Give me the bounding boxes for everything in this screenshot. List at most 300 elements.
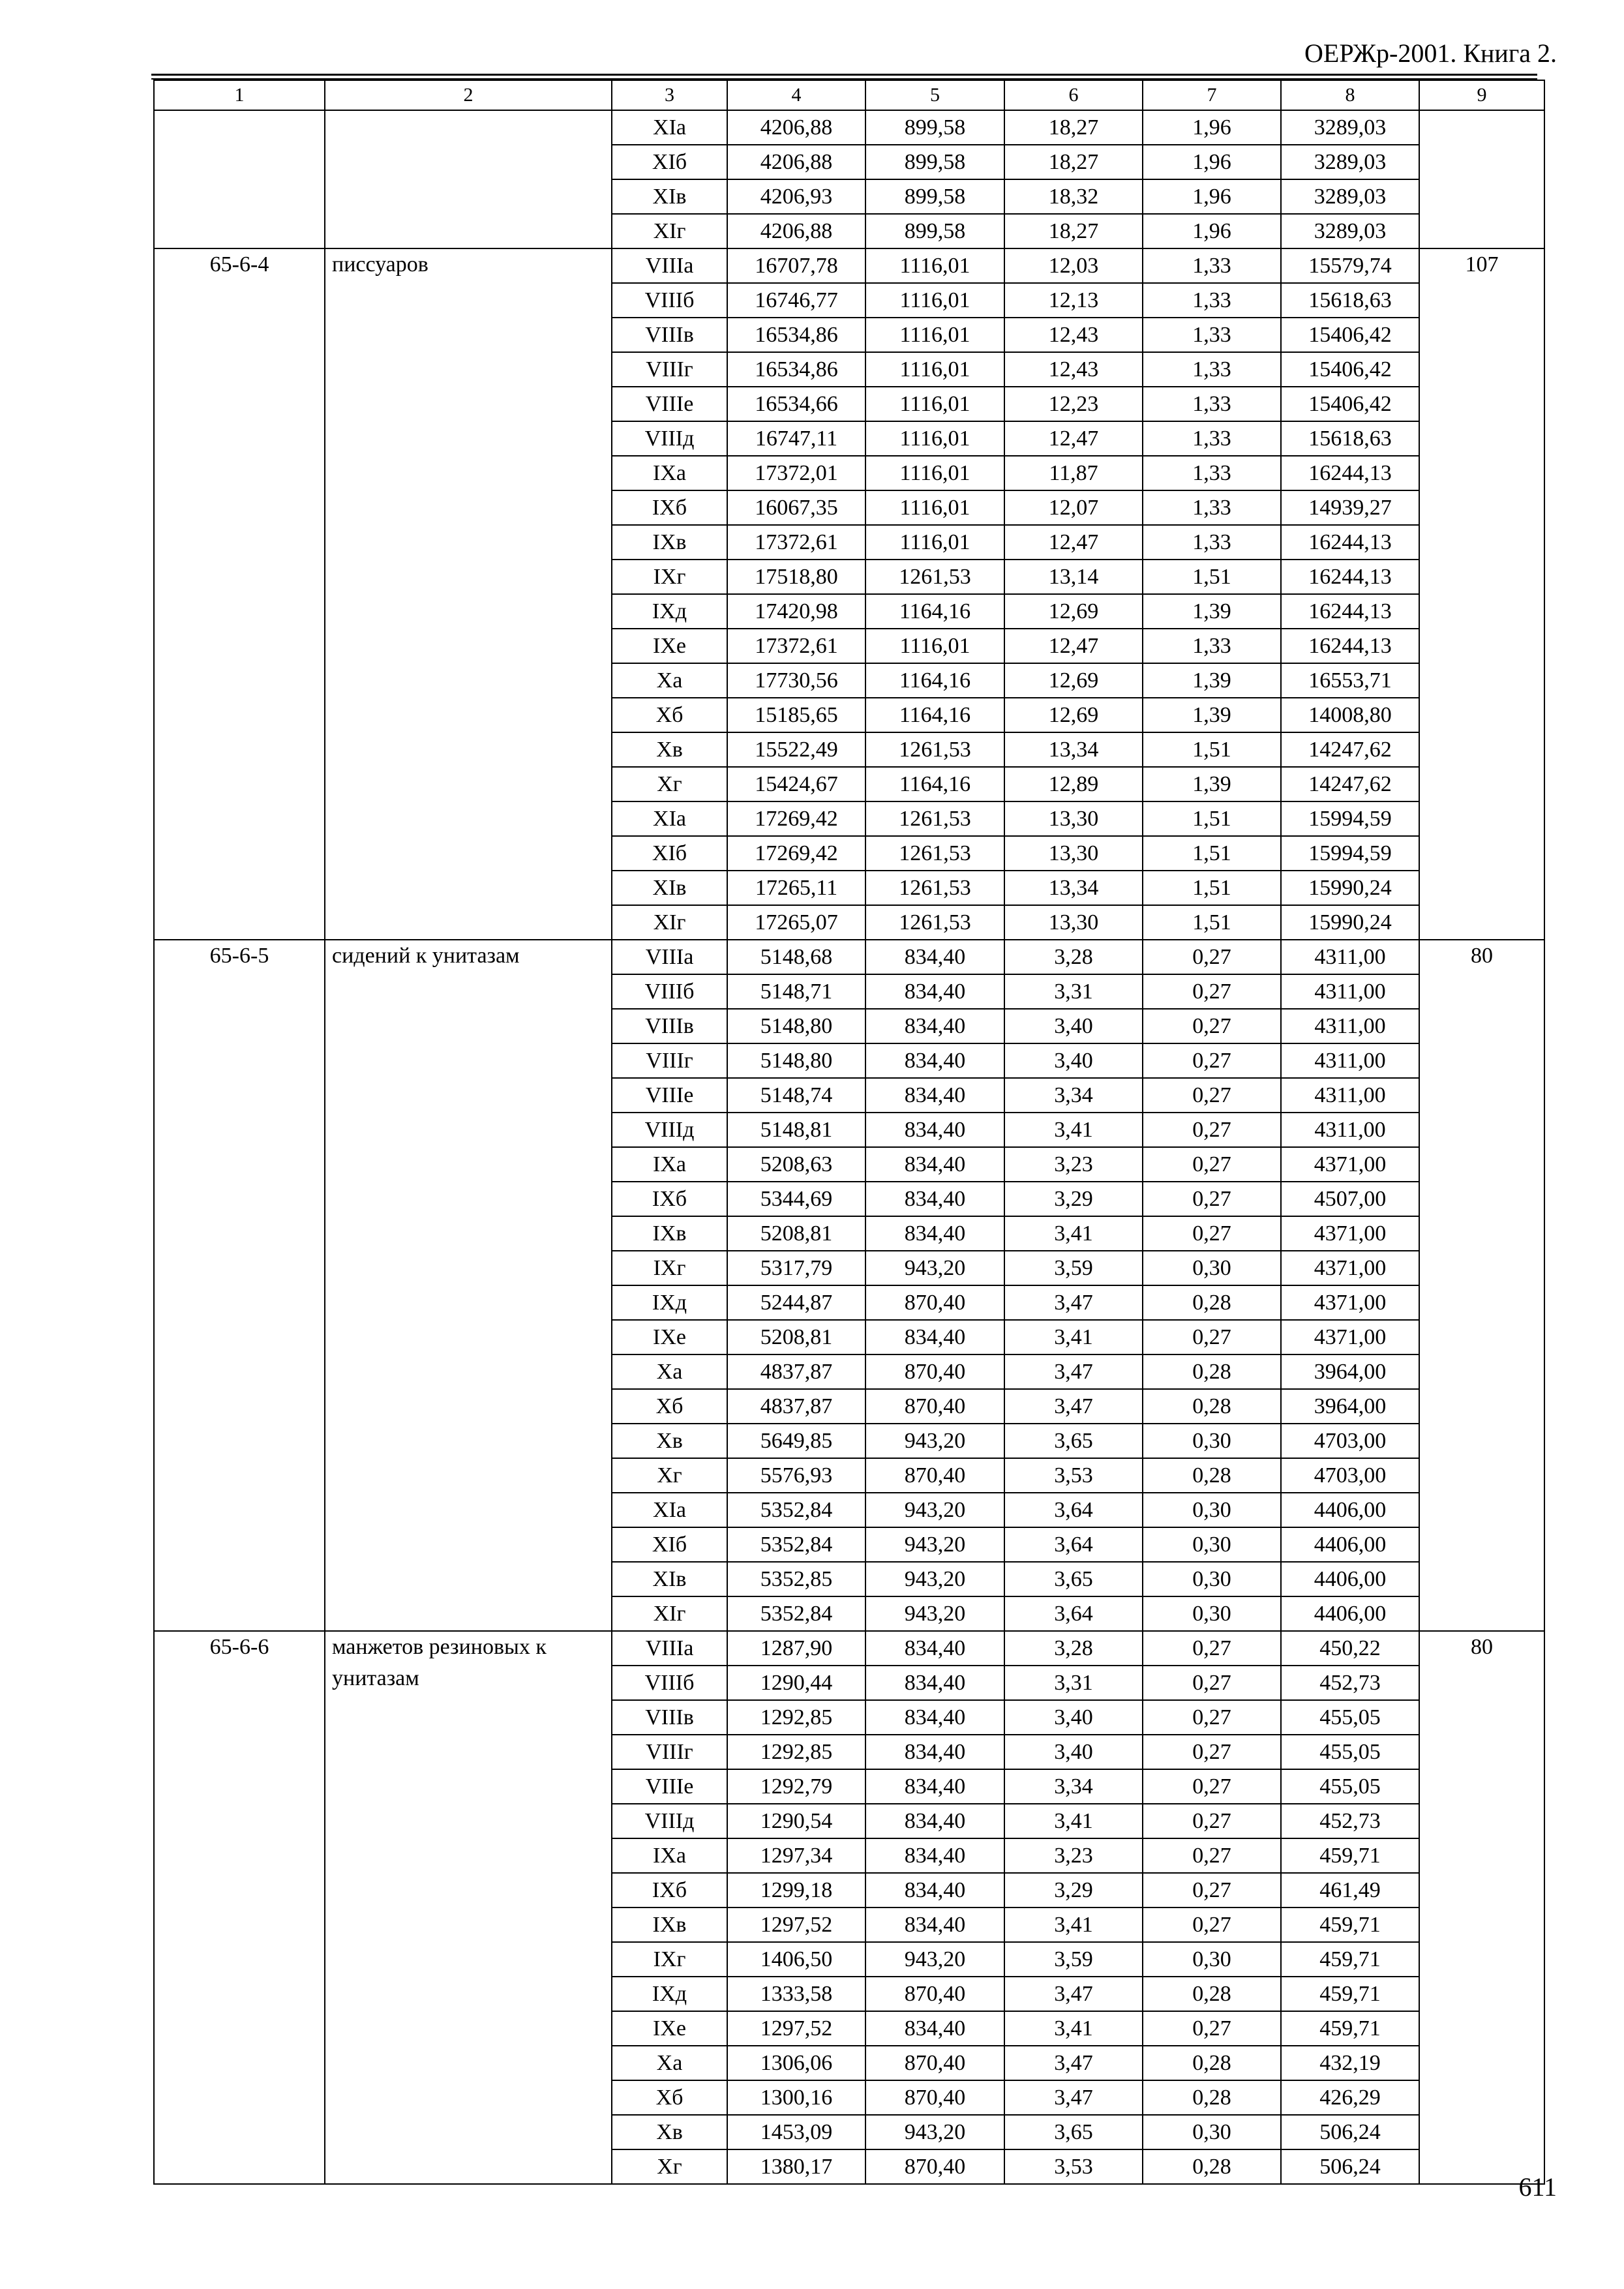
zone-cell: IXг <box>612 1942 727 1977</box>
value-cell: 15406,42 <box>1281 318 1419 352</box>
value-cell: 4206,88 <box>727 214 865 248</box>
value-cell: 834,40 <box>865 1147 1004 1182</box>
zone-cell: IXа <box>612 1838 727 1873</box>
table-body <box>154 110 1544 2184</box>
value-cell: 0,28 <box>1143 1389 1281 1424</box>
value-cell: 4311,00 <box>1281 1043 1419 1078</box>
value-cell: 1164,16 <box>865 594 1004 629</box>
value-cell: 3,47 <box>1004 1285 1143 1320</box>
zone-cell: VIIIв <box>612 1700 727 1735</box>
value-cell: 834,40 <box>865 1043 1004 1078</box>
value-cell: 1116,01 <box>865 387 1004 421</box>
value-cell: 1116,01 <box>865 318 1004 352</box>
value-cell: 3289,03 <box>1281 214 1419 248</box>
value-cell: 870,40 <box>865 2046 1004 2080</box>
value-cell: 12,47 <box>1004 629 1143 663</box>
value-cell: 899,58 <box>865 145 1004 179</box>
zone-cell: XIв <box>612 179 727 214</box>
value-cell: 1,96 <box>1143 214 1281 248</box>
value-cell: 0,28 <box>1143 1458 1281 1493</box>
value-cell: 0,27 <box>1143 1147 1281 1182</box>
value-cell: 3,53 <box>1004 2149 1143 2184</box>
value-cell: 1,39 <box>1143 767 1281 801</box>
value-cell: 3,41 <box>1004 1216 1143 1251</box>
value-cell: 1,51 <box>1143 905 1281 940</box>
value-cell: 870,40 <box>865 1354 1004 1389</box>
value-cell: 834,40 <box>865 1009 1004 1043</box>
value-cell: 1,33 <box>1143 421 1281 456</box>
value-cell: 5148,81 <box>727 1113 865 1147</box>
zone-cell: VIIIа <box>612 1631 727 1666</box>
value-cell: 943,20 <box>865 1527 1004 1562</box>
column-number: 8 <box>1281 80 1419 110</box>
value-cell: 1,39 <box>1143 698 1281 732</box>
value-cell: 943,20 <box>865 1424 1004 1458</box>
value-cell: 4406,00 <box>1281 1493 1419 1527</box>
value-cell: 834,40 <box>865 1113 1004 1147</box>
zone-cell: VIIIб <box>612 1666 727 1700</box>
zone-cell: VIIIг <box>612 1735 727 1769</box>
table-row <box>154 248 1544 283</box>
value-cell: 834,40 <box>865 1908 1004 1942</box>
value-cell: 14247,62 <box>1281 732 1419 767</box>
value-cell: 1261,53 <box>865 836 1004 871</box>
zone-cell: XIг <box>612 1596 727 1631</box>
zone-cell: IXв <box>612 525 727 560</box>
value-cell: 3,41 <box>1004 1320 1143 1354</box>
value-cell: 4371,00 <box>1281 1285 1419 1320</box>
zone-cell: Xв <box>612 2115 727 2149</box>
value-cell: 16534,86 <box>727 352 865 387</box>
value-cell: 4371,00 <box>1281 1216 1419 1251</box>
value-cell: 459,71 <box>1281 1977 1419 2011</box>
value-cell: 4837,87 <box>727 1354 865 1389</box>
value-cell: 1164,16 <box>865 663 1004 698</box>
value-cell: 4406,00 <box>1281 1562 1419 1596</box>
value-cell: 943,20 <box>865 1251 1004 1285</box>
value-cell: 1287,90 <box>727 1631 865 1666</box>
value-cell: 870,40 <box>865 1977 1004 2011</box>
value-cell: 1300,16 <box>727 2080 865 2115</box>
value-cell: 0,30 <box>1143 1527 1281 1562</box>
value-cell: 1292,79 <box>727 1769 865 1804</box>
zone-cell: XIг <box>612 905 727 940</box>
zone-cell: IXб <box>612 490 727 525</box>
value-cell: 12,69 <box>1004 594 1143 629</box>
value-cell: 16553,71 <box>1281 663 1419 698</box>
value-cell: 834,40 <box>865 974 1004 1009</box>
value-cell: 1,51 <box>1143 560 1281 594</box>
value-cell: 3,28 <box>1004 940 1143 974</box>
value-cell: 5148,74 <box>727 1078 865 1113</box>
value-cell: 0,28 <box>1143 2149 1281 2184</box>
value-cell: 5352,84 <box>727 1493 865 1527</box>
value-cell: 0,27 <box>1143 1873 1281 1908</box>
value-cell: 870,40 <box>865 2149 1004 2184</box>
value-cell: 12,13 <box>1004 283 1143 318</box>
value-cell: 3,41 <box>1004 1804 1143 1838</box>
zone-cell: VIIIе <box>612 1078 727 1113</box>
value-cell: 834,40 <box>865 1216 1004 1251</box>
value-cell: 1,51 <box>1143 871 1281 905</box>
value-cell: 899,58 <box>865 110 1004 145</box>
zone-cell: IXб <box>612 1182 727 1216</box>
zone-cell: Xб <box>612 698 727 732</box>
value-cell: 13,34 <box>1004 732 1143 767</box>
item-code: 65-6-4 <box>154 248 325 940</box>
value-cell: 1116,01 <box>865 490 1004 525</box>
value-cell: 15579,74 <box>1281 248 1419 283</box>
value-cell: 3,65 <box>1004 1562 1143 1596</box>
value-cell: 5244,87 <box>727 1285 865 1320</box>
value-cell: 0,27 <box>1143 1700 1281 1735</box>
value-cell: 0,27 <box>1143 1908 1281 1942</box>
value-cell: 1116,01 <box>865 352 1004 387</box>
value-cell: 5148,80 <box>727 1009 865 1043</box>
zone-cell: Xг <box>612 2149 727 2184</box>
value-cell: 1292,85 <box>727 1735 865 1769</box>
value-cell: 1164,16 <box>865 767 1004 801</box>
zone-cell: IXг <box>612 560 727 594</box>
value-cell: 3,41 <box>1004 1908 1143 1942</box>
zone-cell: IXв <box>612 1216 727 1251</box>
value-cell: 0,27 <box>1143 1009 1281 1043</box>
zone-cell: VIIIв <box>612 318 727 352</box>
value-cell: 1,39 <box>1143 594 1281 629</box>
value-cell: 16747,11 <box>727 421 865 456</box>
value-cell: 3,41 <box>1004 1113 1143 1147</box>
value-cell: 4371,00 <box>1281 1251 1419 1285</box>
value-cell: 16534,86 <box>727 318 865 352</box>
value-cell: 5352,84 <box>727 1596 865 1631</box>
value-cell: 1116,01 <box>865 525 1004 560</box>
value-cell: 4311,00 <box>1281 1113 1419 1147</box>
value-cell: 506,24 <box>1281 2149 1419 2184</box>
value-cell: 11,87 <box>1004 456 1143 490</box>
value-cell: 12,43 <box>1004 352 1143 387</box>
zone-cell: VIIIд <box>612 1804 727 1838</box>
value-cell: 15406,42 <box>1281 387 1419 421</box>
value-cell: 3,64 <box>1004 1527 1143 1562</box>
column-number-row <box>154 80 1544 110</box>
value-cell: 1380,17 <box>727 2149 865 2184</box>
column-number: 2 <box>325 80 612 110</box>
value-cell: 18,27 <box>1004 110 1143 145</box>
value-cell: 16746,77 <box>727 283 865 318</box>
value-cell: 5148,71 <box>727 974 865 1009</box>
value-cell: 17372,61 <box>727 525 865 560</box>
value-cell: 0,30 <box>1143 1251 1281 1285</box>
column-number: 5 <box>865 80 1004 110</box>
value-cell: 3,28 <box>1004 1631 1143 1666</box>
value-cell: 4311,00 <box>1281 974 1419 1009</box>
value-cell: 0,27 <box>1143 2011 1281 2046</box>
column-number: 1 <box>154 80 325 110</box>
norm-cell: 107 <box>1419 248 1544 940</box>
zone-cell: VIIIб <box>612 974 727 1009</box>
value-cell: 17265,07 <box>727 905 865 940</box>
value-cell: 16244,13 <box>1281 525 1419 560</box>
value-cell: 3,47 <box>1004 1389 1143 1424</box>
value-cell: 4371,00 <box>1281 1147 1419 1182</box>
value-cell: 459,71 <box>1281 1942 1419 1977</box>
value-cell: 943,20 <box>865 1596 1004 1631</box>
zone-cell: VIIIд <box>612 1113 727 1147</box>
value-cell: 426,29 <box>1281 2080 1419 2115</box>
value-cell: 1261,53 <box>865 905 1004 940</box>
value-cell: 1290,44 <box>727 1666 865 1700</box>
value-cell: 1261,53 <box>865 560 1004 594</box>
zone-cell: IXд <box>612 1285 727 1320</box>
value-cell: 0,27 <box>1143 1078 1281 1113</box>
value-cell: 455,05 <box>1281 1769 1419 1804</box>
value-cell: 1164,16 <box>865 698 1004 732</box>
header-rule <box>151 74 1537 76</box>
value-cell: 1116,01 <box>865 629 1004 663</box>
value-cell: 17269,42 <box>727 836 865 871</box>
value-cell: 12,69 <box>1004 663 1143 698</box>
value-cell: 0,28 <box>1143 2080 1281 2115</box>
zone-cell: Xв <box>612 732 727 767</box>
value-cell: 1116,01 <box>865 283 1004 318</box>
value-cell: 3,47 <box>1004 1354 1143 1389</box>
value-cell: 5344,69 <box>727 1182 865 1216</box>
value-cell: 16534,66 <box>727 387 865 421</box>
zone-cell: VIIIе <box>612 387 727 421</box>
value-cell: 5208,81 <box>727 1216 865 1251</box>
zone-cell: IXд <box>612 1977 727 2011</box>
value-cell: 5208,63 <box>727 1147 865 1182</box>
zone-cell: XIб <box>612 145 727 179</box>
value-cell: 0,27 <box>1143 1769 1281 1804</box>
value-cell: 0,27 <box>1143 1216 1281 1251</box>
value-cell: 1,33 <box>1143 456 1281 490</box>
value-cell: 15990,24 <box>1281 871 1419 905</box>
zone-cell: Xг <box>612 767 727 801</box>
value-cell: 4206,88 <box>727 145 865 179</box>
value-cell: 17372,61 <box>727 629 865 663</box>
value-cell: 4507,00 <box>1281 1182 1419 1216</box>
value-cell: 834,40 <box>865 1769 1004 1804</box>
value-cell: 1261,53 <box>865 801 1004 836</box>
value-cell: 1116,01 <box>865 248 1004 283</box>
zone-cell: IXд <box>612 594 727 629</box>
value-cell: 834,40 <box>865 1666 1004 1700</box>
value-cell: 1406,50 <box>727 1942 865 1977</box>
zone-cell: XIа <box>612 801 727 836</box>
value-cell: 13,14 <box>1004 560 1143 594</box>
value-cell: 1116,01 <box>865 421 1004 456</box>
zone-cell: IXа <box>612 456 727 490</box>
value-cell: 506,24 <box>1281 2115 1419 2149</box>
table-row <box>154 1631 1544 1666</box>
value-cell: 0,28 <box>1143 1977 1281 2011</box>
value-cell: 0,27 <box>1143 940 1281 974</box>
value-cell: 4371,00 <box>1281 1320 1419 1354</box>
value-cell: 3,40 <box>1004 1043 1143 1078</box>
value-cell: 4703,00 <box>1281 1424 1419 1458</box>
item-name <box>325 110 612 248</box>
value-cell: 3,59 <box>1004 1942 1143 1977</box>
value-cell: 3,47 <box>1004 2080 1143 2115</box>
value-cell: 5352,84 <box>727 1527 865 1562</box>
value-cell: 3,47 <box>1004 1977 1143 2011</box>
value-cell: 0,30 <box>1143 2115 1281 2149</box>
value-cell: 943,20 <box>865 2115 1004 2149</box>
value-cell: 0,27 <box>1143 1043 1281 1078</box>
zone-cell: XIв <box>612 871 727 905</box>
value-cell: 4206,93 <box>727 179 865 214</box>
table-row <box>154 110 1544 145</box>
value-cell: 3,34 <box>1004 1769 1143 1804</box>
value-cell: 432,19 <box>1281 2046 1419 2080</box>
value-cell: 3,40 <box>1004 1009 1143 1043</box>
value-cell: 1,33 <box>1143 352 1281 387</box>
value-cell: 15618,63 <box>1281 283 1419 318</box>
value-cell: 3964,00 <box>1281 1354 1419 1389</box>
value-cell: 834,40 <box>865 1873 1004 1908</box>
zone-cell: IXг <box>612 1251 727 1285</box>
zone-cell: Xа <box>612 663 727 698</box>
value-cell: 3,29 <box>1004 1873 1143 1908</box>
value-cell: 5649,85 <box>727 1424 865 1458</box>
value-cell: 1,51 <box>1143 801 1281 836</box>
value-cell: 5317,79 <box>727 1251 865 1285</box>
zone-cell: Xв <box>612 1424 727 1458</box>
value-cell: 834,40 <box>865 2011 1004 2046</box>
item-name: писсуаров <box>325 248 612 940</box>
value-cell: 15522,49 <box>727 732 865 767</box>
value-cell: 16244,13 <box>1281 594 1419 629</box>
value-cell: 1297,34 <box>727 1838 865 1873</box>
zone-cell: VIIIа <box>612 248 727 283</box>
value-cell: 4837,87 <box>727 1389 865 1424</box>
value-cell: 4406,00 <box>1281 1527 1419 1562</box>
value-cell: 3,29 <box>1004 1182 1143 1216</box>
zone-cell: IXв <box>612 1908 727 1942</box>
zone-cell: VIIIд <box>612 421 727 456</box>
column-number: 4 <box>727 80 865 110</box>
value-cell: 12,23 <box>1004 387 1143 421</box>
page-number: 611 <box>1518 2172 1557 2202</box>
value-cell: 1,33 <box>1143 387 1281 421</box>
value-cell: 1,33 <box>1143 248 1281 283</box>
value-cell: 4703,00 <box>1281 1458 1419 1493</box>
value-cell: 459,71 <box>1281 1908 1419 1942</box>
value-cell: 13,30 <box>1004 801 1143 836</box>
norm-cell: 80 <box>1419 1631 1544 2184</box>
item-name: сидений к унитазам <box>325 940 612 1631</box>
value-cell: 943,20 <box>865 1942 1004 1977</box>
value-cell: 450,22 <box>1281 1631 1419 1666</box>
value-cell: 18,32 <box>1004 179 1143 214</box>
value-cell: 17420,98 <box>727 594 865 629</box>
value-cell: 899,58 <box>865 214 1004 248</box>
value-cell: 1,33 <box>1143 318 1281 352</box>
value-cell: 834,40 <box>865 1320 1004 1354</box>
value-cell: 15618,63 <box>1281 421 1419 456</box>
value-cell: 0,27 <box>1143 1631 1281 1666</box>
value-cell: 4311,00 <box>1281 1078 1419 1113</box>
column-number: 9 <box>1419 80 1544 110</box>
zone-cell: VIIIе <box>612 1769 727 1804</box>
value-cell: 0,27 <box>1143 1735 1281 1769</box>
value-cell: 834,40 <box>865 1735 1004 1769</box>
value-cell: 12,47 <box>1004 421 1143 456</box>
value-cell: 452,73 <box>1281 1804 1419 1838</box>
value-cell: 3,40 <box>1004 1735 1143 1769</box>
value-cell: 15406,42 <box>1281 352 1419 387</box>
norm-cell <box>1419 110 1544 248</box>
zone-cell: VIIIв <box>612 1009 727 1043</box>
value-cell: 1,33 <box>1143 525 1281 560</box>
value-cell: 1,96 <box>1143 110 1281 145</box>
value-cell: 17730,56 <box>727 663 865 698</box>
zone-cell: VIIIг <box>612 1043 727 1078</box>
value-cell: 459,71 <box>1281 1838 1419 1873</box>
zone-cell: IXе <box>612 1320 727 1354</box>
value-cell: 0,28 <box>1143 1354 1281 1389</box>
value-cell: 834,40 <box>865 1700 1004 1735</box>
value-cell: 834,40 <box>865 1804 1004 1838</box>
column-number: 7 <box>1143 80 1281 110</box>
value-cell: 18,27 <box>1004 214 1143 248</box>
zone-cell: VIIIа <box>612 940 727 974</box>
value-cell: 1453,09 <box>727 2115 865 2149</box>
value-cell: 0,27 <box>1143 1113 1281 1147</box>
zone-cell: IXа <box>612 1147 727 1182</box>
value-cell: 943,20 <box>865 1562 1004 1596</box>
value-cell: 3,23 <box>1004 1147 1143 1182</box>
zone-cell: Xа <box>612 2046 727 2080</box>
value-cell: 0,30 <box>1143 1596 1281 1631</box>
value-cell: 3,34 <box>1004 1078 1143 1113</box>
item-name: манжетов резиновых к унитазам <box>325 1631 612 2184</box>
value-cell: 13,30 <box>1004 836 1143 871</box>
value-cell: 4406,00 <box>1281 1596 1419 1631</box>
value-cell: 12,43 <box>1004 318 1143 352</box>
value-cell: 3,64 <box>1004 1596 1143 1631</box>
value-cell: 870,40 <box>865 1389 1004 1424</box>
value-cell: 15994,59 <box>1281 836 1419 871</box>
value-cell: 3289,03 <box>1281 145 1419 179</box>
value-cell: 12,03 <box>1004 248 1143 283</box>
item-code <box>154 110 325 248</box>
value-cell: 0,28 <box>1143 1285 1281 1320</box>
value-cell: 3,41 <box>1004 2011 1143 2046</box>
zone-cell: IXе <box>612 629 727 663</box>
value-cell: 15990,24 <box>1281 905 1419 940</box>
value-cell: 0,27 <box>1143 1838 1281 1873</box>
zone-cell: VIIIг <box>612 352 727 387</box>
value-cell: 3,31 <box>1004 974 1143 1009</box>
item-code: 65-6-6 <box>154 1631 325 2184</box>
zone-cell: IXе <box>612 2011 727 2046</box>
value-cell: 15185,65 <box>727 698 865 732</box>
norm-cell: 80 <box>1419 940 1544 1631</box>
value-cell: 4311,00 <box>1281 1009 1419 1043</box>
value-cell: 1116,01 <box>865 456 1004 490</box>
zone-cell: XIб <box>612 836 727 871</box>
value-cell: 870,40 <box>865 1458 1004 1493</box>
column-number: 3 <box>612 80 727 110</box>
value-cell: 0,27 <box>1143 974 1281 1009</box>
zone-cell: XIг <box>612 214 727 248</box>
value-cell: 1333,58 <box>727 1977 865 2011</box>
value-cell: 1306,06 <box>727 2046 865 2080</box>
value-cell: 3,53 <box>1004 1458 1143 1493</box>
value-cell: 870,40 <box>865 1285 1004 1320</box>
